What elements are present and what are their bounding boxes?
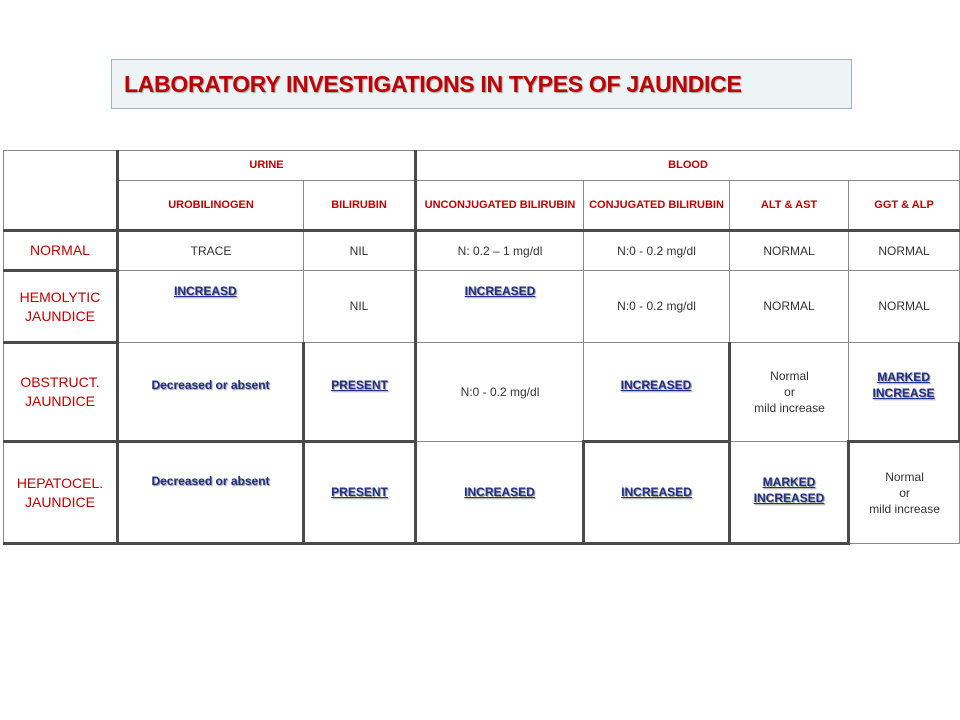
cell-hepatocellular-bilirubin bbox=[304, 442, 416, 544]
cell-hepatocellular-unconjugated-text: INCREASED bbox=[464, 484, 535, 499]
cell-obstructive-alt-ast-line1: Normal bbox=[770, 368, 809, 383]
cell-obstructive-ggt-alp-line1: MARKED bbox=[877, 370, 930, 384]
cell-hemolytic-unconjugated-text: INCREASED bbox=[464, 284, 536, 298]
blood-group-header: BLOOD bbox=[416, 151, 960, 181]
row-label-hepatocellular bbox=[4, 442, 118, 544]
cell-obstructive-unconjugated: N:0 - 0.2 mg/dl bbox=[416, 343, 584, 442]
row-label-hepatocellular-line1: HEPATOCEL. bbox=[16, 474, 104, 491]
row-label-obstructive-line1: OBSTRUCT. bbox=[20, 374, 100, 391]
cell-obstructive-ggt-alp bbox=[849, 343, 960, 442]
cell-obstructive-conjugated bbox=[584, 343, 730, 442]
col-conjugated-header: CONJUGATED BILIRUBIN bbox=[584, 181, 730, 231]
cell-hepatocellular-ggt-alp-line2: or bbox=[899, 485, 910, 500]
col-unconjugated-header: UNCONJUGATED BILIRUBIN bbox=[416, 181, 584, 231]
cell-hemolytic-conjugated: N:0 - 0.2 mg/dl bbox=[584, 271, 730, 343]
cell-hepatocellular-bilirubin-text: PRESENT bbox=[331, 485, 388, 500]
row-label-hemolytic bbox=[4, 271, 118, 343]
row-label-normal bbox=[4, 231, 118, 271]
cell-hemolytic-bilirubin: NIL bbox=[304, 271, 416, 343]
col-bilirubin-header: BILIRUBIN bbox=[304, 181, 416, 231]
table-row bbox=[4, 442, 960, 544]
cell-hemolytic-urobilinogen bbox=[118, 271, 304, 343]
col-urobilinogen-header: UROBILINOGEN bbox=[118, 181, 304, 231]
cell-hepatocellular-alt-ast bbox=[730, 442, 849, 544]
cell-obstructive-alt-ast-line3: mild increase bbox=[754, 401, 825, 416]
table-row bbox=[4, 343, 960, 442]
cell-hepatocellular-ggt-alp bbox=[849, 442, 960, 544]
row-label-hemolytic-line2: JAUNDICE bbox=[24, 307, 95, 324]
urine-group-header: URINE bbox=[118, 151, 416, 181]
cell-hepatocellular-alt-ast-line1: MARKED bbox=[762, 475, 816, 489]
row-label-normal-text: NORMAL bbox=[30, 242, 90, 259]
cell-obstructive-bilirubin-text: PRESENT bbox=[331, 378, 388, 392]
cell-hepatocellular-ggt-alp-line3: mild increase bbox=[869, 502, 940, 517]
row-label-obstructive bbox=[4, 343, 118, 442]
cell-hepatocellular-ggt-alp-line1: Normal bbox=[885, 469, 924, 484]
cell-hepatocellular-conjugated-text: INCREASED bbox=[621, 485, 692, 500]
group-header-row bbox=[4, 151, 960, 181]
jaundice-lab-table bbox=[3, 150, 960, 545]
cell-hemolytic-urobilinogen-text: INCREASD bbox=[174, 284, 237, 298]
cell-obstructive-bilirubin bbox=[304, 343, 416, 442]
column-header-row bbox=[4, 181, 960, 231]
cell-obstructive-alt-ast-line2: or bbox=[784, 384, 795, 399]
cell-hepatocellular-conjugated bbox=[584, 442, 730, 544]
cell-obstructive-urobilinogen bbox=[118, 343, 304, 442]
page-title: LABORATORY INVESTIGATIONS IN TYPES OF JAUNDICE bbox=[124, 71, 742, 97]
row-label-hemolytic-line1: HEMOLYTIC bbox=[19, 288, 101, 305]
cell-hepatocellular-unconjugated bbox=[416, 442, 584, 544]
table-row bbox=[4, 231, 960, 271]
cell-normal-conjugated: N:0 - 0.2 mg/dl bbox=[584, 231, 730, 271]
cell-obstructive-urobilinogen-text: Decreased or absent bbox=[151, 378, 270, 392]
title-box bbox=[111, 59, 852, 109]
col-alt-ast-header: ALT & AST bbox=[730, 181, 849, 231]
row-label-obstructive-line2: JAUNDICE bbox=[24, 393, 95, 409]
cell-hepatocellular-urobilinogen bbox=[118, 442, 304, 544]
cell-obstructive-alt-ast bbox=[730, 343, 849, 442]
cell-obstructive-ggt-alp-line2: INCREASE bbox=[872, 386, 935, 401]
corner-cell bbox=[4, 151, 118, 231]
row-label-hepatocellular-line2: JAUNDICE bbox=[24, 493, 95, 510]
col-ggt-alp-header: GGT & ALP bbox=[849, 181, 960, 231]
cell-hemolytic-ggt-alp: NORMAL bbox=[849, 271, 960, 343]
cell-hemolytic-unconjugated bbox=[416, 271, 584, 343]
cell-normal-unconjugated: N: 0.2 – 1 mg/dl bbox=[416, 231, 584, 271]
cell-hemolytic-alt-ast: NORMAL bbox=[730, 271, 849, 343]
cell-normal-urobilinogen: TRACE bbox=[118, 231, 304, 271]
table-row bbox=[4, 271, 960, 343]
cell-normal-alt-ast: NORMAL bbox=[730, 231, 849, 271]
cell-normal-ggt-alp: NORMAL bbox=[849, 231, 960, 271]
cell-normal-bilirubin: NIL bbox=[304, 231, 416, 271]
cell-obstructive-conjugated-text: INCREASED bbox=[620, 378, 692, 392]
cell-hepatocellular-urobilinogen-text: Decreased or absent bbox=[151, 474, 270, 488]
cell-hepatocellular-alt-ast-line2: INCREASED bbox=[753, 491, 825, 506]
